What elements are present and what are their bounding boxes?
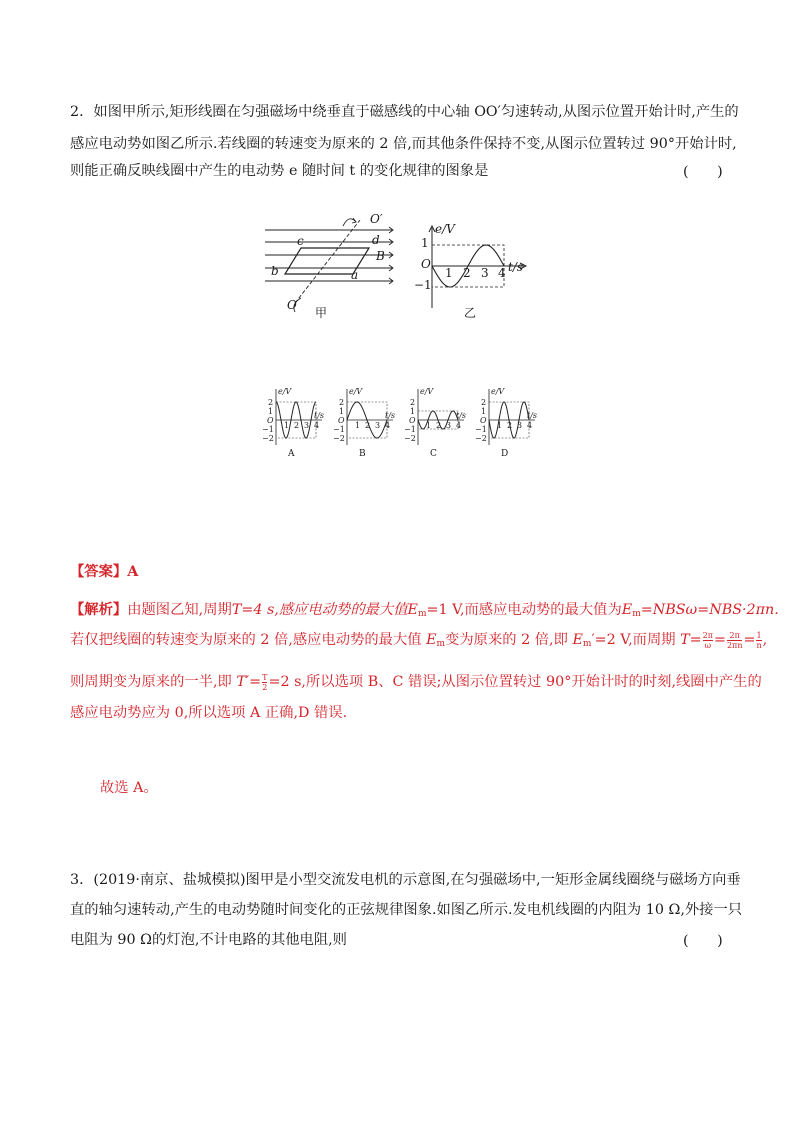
y-tick-label: −2 bbox=[404, 434, 416, 443]
equals-sign: = bbox=[713, 632, 726, 648]
y-tick-label: O bbox=[267, 416, 274, 425]
y-tick-label: 2 bbox=[410, 398, 416, 407]
figure-yi-caption: 乙 bbox=[464, 306, 477, 320]
option-chart-C bbox=[400, 385, 468, 465]
answer-label: 【答案】 bbox=[70, 564, 128, 580]
y-tick-label: −2 bbox=[333, 434, 345, 443]
yi-y-tick: 1 bbox=[421, 236, 429, 250]
y-tick-label: O bbox=[480, 416, 487, 425]
option-chart-D bbox=[471, 385, 539, 465]
y-tick-label: 1 bbox=[339, 407, 345, 416]
x-axis-label: t/s bbox=[456, 411, 467, 420]
analysis-subscript: m bbox=[582, 639, 592, 649]
y-tick-label: O bbox=[338, 416, 345, 425]
answer-value: A bbox=[127, 564, 139, 580]
label-a: a bbox=[351, 268, 359, 282]
q3-line-3: 电阻为 90 Ω的灯泡,不计电路的其他电阻,则 bbox=[70, 932, 347, 948]
y-tick-label: O bbox=[409, 416, 416, 425]
analysis-symbol: E bbox=[621, 602, 633, 618]
label-o-prime: O′ bbox=[370, 212, 383, 226]
analysis-subscript: m bbox=[632, 609, 641, 619]
yi-y-tick: −1 bbox=[414, 278, 432, 292]
analysis-text: 由题图乙知,周期 bbox=[127, 602, 232, 618]
analysis-text: 变为原来的 2 倍,即 bbox=[445, 632, 573, 648]
x-tick-label: 4 bbox=[456, 421, 462, 430]
y-tick-label: −1 bbox=[404, 425, 416, 434]
x-tick-label: 3 bbox=[304, 421, 310, 430]
analysis-symbol: E bbox=[572, 632, 583, 648]
fraction: $\frac{1}{n}$ bbox=[756, 630, 762, 650]
analysis-subscript: m bbox=[417, 609, 427, 619]
analysis-line-1 bbox=[70, 600, 779, 624]
y-axis-label: e/V bbox=[420, 387, 434, 396]
y-tick-label: −1 bbox=[333, 425, 345, 434]
fraction: $\frac{2\pi}{2\pi n}$ bbox=[726, 630, 743, 650]
label-b: b bbox=[271, 264, 279, 278]
fraction: $\frac{2\pi}{\omega}$ bbox=[702, 630, 713, 650]
analysis-text: , bbox=[762, 632, 768, 648]
y-axis-label: e/V bbox=[349, 387, 363, 396]
y-tick-label: 1 bbox=[410, 407, 416, 416]
yi-x-tick: 3 bbox=[481, 266, 489, 280]
analysis-formula: =NBSω=NBS·2πn. bbox=[640, 602, 779, 618]
analysis-text: T=4 s,感应电动势的最大值 bbox=[231, 602, 408, 618]
figure-jia-caption: 甲 bbox=[315, 306, 328, 320]
option-label: B bbox=[359, 449, 366, 459]
y-tick-label: 2 bbox=[339, 398, 345, 407]
option-label: A bbox=[288, 449, 295, 459]
label-b-field: B bbox=[376, 249, 385, 263]
analysis-formula: T′= bbox=[236, 674, 262, 690]
x-tick-label: 2 bbox=[436, 421, 442, 430]
y-tick-label: 1 bbox=[268, 407, 274, 416]
option-label: D bbox=[501, 449, 509, 459]
label-o: O bbox=[287, 298, 297, 312]
x-axis-label: t/s bbox=[385, 411, 396, 420]
y-tick-label: 1 bbox=[481, 407, 487, 416]
x-tick-label: 2 bbox=[294, 421, 300, 430]
yi-x-tick: 1 bbox=[445, 266, 453, 280]
analysis-symbol: E bbox=[426, 632, 437, 648]
answer-line bbox=[70, 562, 138, 582]
x-axis-label: t/s bbox=[527, 411, 538, 420]
analysis-symbol: E bbox=[407, 602, 418, 618]
x-axis-label: t/s bbox=[314, 411, 325, 420]
figure-yi bbox=[412, 220, 537, 325]
option-label: C bbox=[430, 449, 437, 459]
x-tick-label: 4 bbox=[527, 421, 533, 430]
yi-x-tick: 4 bbox=[498, 266, 506, 280]
x-tick-label: 3 bbox=[375, 421, 381, 430]
x-tick-label: 2 bbox=[365, 421, 371, 430]
analysis-label: 【解析】 bbox=[70, 602, 128, 618]
analysis-text: =1 V,而感应电动势的最大值为 bbox=[426, 602, 622, 618]
y-tick-label: −2 bbox=[262, 434, 274, 443]
option-chart-B bbox=[329, 385, 397, 465]
q3-line-2: 直的轴匀速转动,产生的电动势随时间变化的正弦规律图象.如图乙所示.发电机线圈的内阻为 10 Ω,外接一只 bbox=[70, 902, 743, 918]
x-tick-label: 1 bbox=[497, 421, 503, 430]
yi-x-axis-label: t/s bbox=[508, 260, 524, 274]
q2-answer-blank: ( ) bbox=[683, 164, 723, 180]
x-tick-label: 1 bbox=[355, 421, 361, 430]
q2-line-2: 感应电动势如图乙所示.若线圈的转速变为原来的 2 倍,而其他条件保持不变,从图示位置转过 90°开始计时, bbox=[70, 136, 737, 152]
analysis-text: 若仅把线圈的转速变为原来的 2 倍,感应电动势的最大值 bbox=[70, 632, 427, 648]
x-tick-label: 3 bbox=[446, 421, 452, 430]
x-tick-label: 3 bbox=[517, 421, 523, 430]
fraction: $\frac{T}{2}$ bbox=[262, 672, 268, 692]
q3-line-1: 3．(2019·南京、盐城模拟)图甲是小型交流发电机的示意图,在匀强磁场中,一矩形金属线圈绕与磁场方向垂 bbox=[70, 872, 741, 888]
y-axis-label: e/V bbox=[491, 387, 505, 396]
option-chart-A bbox=[258, 385, 326, 465]
analysis-text: ′=2 V,而周期 bbox=[591, 632, 681, 648]
label-c: c bbox=[297, 234, 304, 248]
q2-line-3: 则能正确反映线圈中产生的电动势 e 随时间 t 的变化规律的图象是 bbox=[70, 163, 489, 179]
conclusion: 故选 A。 bbox=[100, 780, 158, 796]
y-tick-label: −1 bbox=[262, 425, 274, 434]
x-tick-label: 2 bbox=[507, 421, 513, 430]
q2-line-1: 2．如图甲所示,矩形线圈在匀强磁场中绕垂直于磁感线的中心轴 OO′匀速转动,从图示位置开始计时,产生的 bbox=[70, 104, 739, 120]
option-charts bbox=[258, 385, 538, 465]
yi-y-axis-label: e/V bbox=[435, 222, 455, 236]
x-tick-label: 1 bbox=[284, 421, 290, 430]
x-tick-label: 4 bbox=[385, 421, 391, 430]
figure-jia bbox=[255, 208, 405, 320]
analysis-formula: T= bbox=[680, 632, 702, 648]
analysis-text: =2 s,所以选项 B、C 错误;从图示位置转过 90°开始计时的时刻,线圈中产生的 bbox=[268, 674, 762, 690]
y-axis-label: e/V bbox=[278, 387, 292, 396]
yi-x-tick: 2 bbox=[463, 266, 471, 280]
y-tick-label: 2 bbox=[268, 398, 274, 407]
analysis-text: 则周期变为原来的一半,即 bbox=[70, 674, 237, 690]
x-tick-label: 1 bbox=[426, 421, 432, 430]
y-tick-label: −1 bbox=[475, 425, 487, 434]
axis-oo-prime bbox=[295, 220, 360, 303]
label-d: d bbox=[372, 233, 380, 247]
q3-answer-blank: ( ) bbox=[683, 933, 723, 949]
y-tick-label: −2 bbox=[475, 434, 487, 443]
yi-origin-label: O bbox=[421, 257, 431, 271]
equals-sign: = bbox=[743, 632, 756, 648]
analysis-line-2 bbox=[70, 630, 767, 654]
analysis-subscript: m bbox=[436, 639, 446, 649]
x-tick-label: 4 bbox=[314, 421, 320, 430]
analysis-line-3 bbox=[70, 672, 762, 692]
y-tick-label: 2 bbox=[481, 398, 487, 407]
analysis-line-4: 感应电动势应为 0,所以选项 A 正确,D 错误. bbox=[70, 705, 348, 721]
